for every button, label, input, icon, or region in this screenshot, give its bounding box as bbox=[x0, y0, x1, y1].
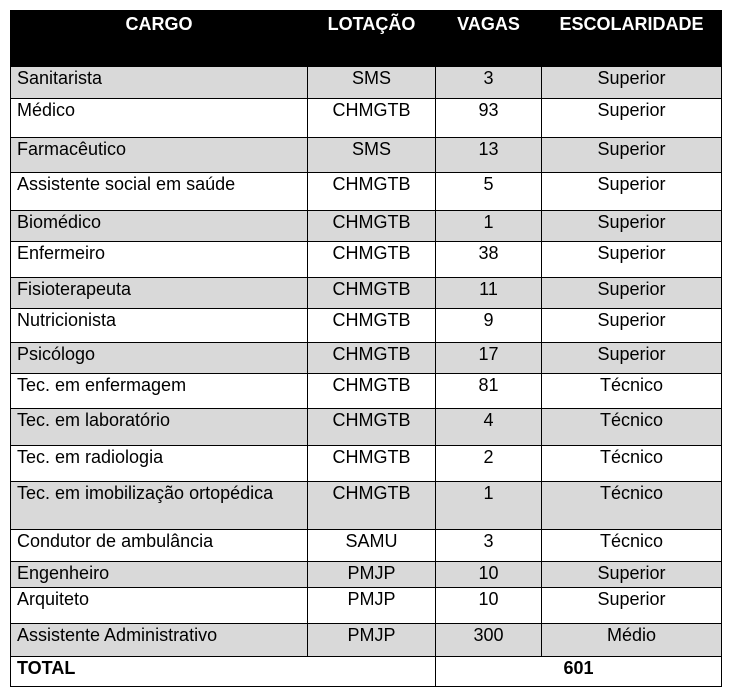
cell-vagas: 13 bbox=[436, 138, 542, 173]
cell-cargo: Enfermeiro bbox=[11, 242, 308, 278]
cell-vagas: 93 bbox=[436, 99, 542, 138]
table-row bbox=[11, 530, 722, 562]
cell-vagas: 3 bbox=[436, 530, 542, 562]
cell-lotacao: CHMGTB bbox=[308, 374, 436, 409]
header-vagas: VAGAS bbox=[436, 11, 542, 67]
header-cargo: CARGO bbox=[11, 11, 308, 67]
cell-vagas: 2 bbox=[436, 446, 542, 482]
cell-escolaridade: Superior bbox=[542, 309, 722, 343]
cell-lotacao: CHMGTB bbox=[308, 242, 436, 278]
cell-lotacao: PMJP bbox=[308, 562, 436, 588]
table-row bbox=[11, 99, 722, 138]
cell-vagas: 17 bbox=[436, 343, 542, 374]
cell-vagas: 1 bbox=[436, 482, 542, 530]
cell-cargo: Engenheiro bbox=[11, 562, 308, 588]
header-escolaridade: ESCOLARIDADE bbox=[542, 11, 722, 67]
total-row bbox=[11, 657, 722, 687]
cell-escolaridade: Técnico bbox=[542, 374, 722, 409]
cell-lotacao: CHMGTB bbox=[308, 446, 436, 482]
table-row bbox=[11, 409, 722, 446]
cell-cargo: Assistente social em saúde bbox=[11, 173, 308, 211]
cell-cargo: Tec. em imobilização ortopédica bbox=[11, 482, 308, 530]
cell-lotacao: CHMGTB bbox=[308, 99, 436, 138]
cell-vagas: 10 bbox=[436, 562, 542, 588]
table-row bbox=[11, 242, 722, 278]
cell-cargo: Condutor de ambulância bbox=[11, 530, 308, 562]
cell-lotacao: PMJP bbox=[308, 588, 436, 624]
table-row bbox=[11, 343, 722, 374]
cell-vagas: 300 bbox=[436, 624, 542, 657]
cell-escolaridade: Técnico bbox=[542, 482, 722, 530]
cell-lotacao: CHMGTB bbox=[308, 211, 436, 242]
cell-lotacao: CHMGTB bbox=[308, 482, 436, 530]
cell-lotacao: PMJP bbox=[308, 624, 436, 657]
cell-escolaridade: Médio bbox=[542, 624, 722, 657]
cell-escolaridade: Superior bbox=[542, 138, 722, 173]
cell-lotacao: CHMGTB bbox=[308, 278, 436, 309]
cell-vagas: 38 bbox=[436, 242, 542, 278]
cell-cargo: Tec. em laboratório bbox=[11, 409, 308, 446]
table-row bbox=[11, 588, 722, 624]
cell-lotacao: SMS bbox=[308, 67, 436, 99]
table-row bbox=[11, 278, 722, 309]
total-value: 601 bbox=[436, 657, 722, 687]
cell-cargo: Tec. em enfermagem bbox=[11, 374, 308, 409]
cell-vagas: 4 bbox=[436, 409, 542, 446]
cell-cargo: Assistente Administrativo bbox=[11, 624, 308, 657]
table-row bbox=[11, 562, 722, 588]
cell-cargo: Tec. em radiologia bbox=[11, 446, 308, 482]
table-row bbox=[11, 211, 722, 242]
cell-vagas: 11 bbox=[436, 278, 542, 309]
cell-vagas: 3 bbox=[436, 67, 542, 99]
cell-escolaridade: Superior bbox=[542, 67, 722, 99]
header-lotacao: LOTAÇÃO bbox=[308, 11, 436, 67]
table-row bbox=[11, 138, 722, 173]
cell-cargo: Sanitarista bbox=[11, 67, 308, 99]
table-row bbox=[11, 309, 722, 343]
cell-escolaridade: Superior bbox=[542, 242, 722, 278]
table-row bbox=[11, 482, 722, 530]
cell-vagas: 9 bbox=[436, 309, 542, 343]
table-row bbox=[11, 173, 722, 211]
table-row bbox=[11, 67, 722, 99]
cell-vagas: 1 bbox=[436, 211, 542, 242]
cell-escolaridade: Superior bbox=[542, 588, 722, 624]
cell-cargo: Arquiteto bbox=[11, 588, 308, 624]
table-row bbox=[11, 446, 722, 482]
cell-escolaridade: Superior bbox=[542, 211, 722, 242]
cell-escolaridade: Técnico bbox=[542, 409, 722, 446]
cell-escolaridade: Superior bbox=[542, 173, 722, 211]
cell-escolaridade: Técnico bbox=[542, 530, 722, 562]
cell-cargo: Biomédico bbox=[11, 211, 308, 242]
cell-vagas: 10 bbox=[436, 588, 542, 624]
header-row bbox=[11, 11, 722, 67]
cell-lotacao: CHMGTB bbox=[308, 309, 436, 343]
cell-lotacao: CHMGTB bbox=[308, 343, 436, 374]
cell-cargo: Médico bbox=[11, 99, 308, 138]
table-row bbox=[11, 374, 722, 409]
cell-escolaridade: Superior bbox=[542, 99, 722, 138]
cell-cargo: Psicólogo bbox=[11, 343, 308, 374]
cell-lotacao: CHMGTB bbox=[308, 409, 436, 446]
total-label: TOTAL bbox=[11, 657, 436, 687]
cell-escolaridade: Superior bbox=[542, 278, 722, 309]
cell-escolaridade: Técnico bbox=[542, 446, 722, 482]
vacancies-table bbox=[10, 10, 722, 687]
cell-escolaridade: Superior bbox=[542, 562, 722, 588]
cell-vagas: 81 bbox=[436, 374, 542, 409]
cell-lotacao: SAMU bbox=[308, 530, 436, 562]
cell-vagas: 5 bbox=[436, 173, 542, 211]
cell-cargo: Farmacêutico bbox=[11, 138, 308, 173]
cell-escolaridade: Superior bbox=[542, 343, 722, 374]
table-row bbox=[11, 624, 722, 657]
cell-lotacao: CHMGTB bbox=[308, 173, 436, 211]
cell-cargo: Nutricionista bbox=[11, 309, 308, 343]
cell-cargo: Fisioterapeuta bbox=[11, 278, 308, 309]
cell-lotacao: SMS bbox=[308, 138, 436, 173]
